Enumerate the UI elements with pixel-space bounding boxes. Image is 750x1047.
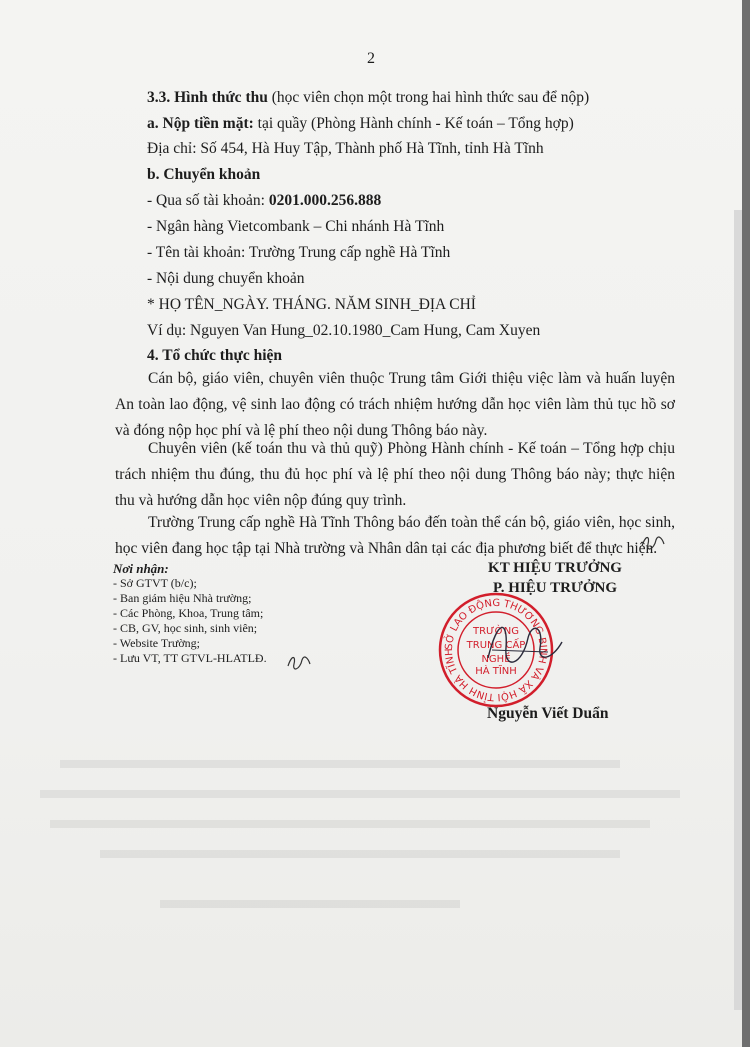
transfer-heading: b. Chuyển khoản [147, 166, 261, 183]
paragraph-2-text: Chuyên viên (kế toán thu và thủ quỹ) Phòng Hành chính - Kế toán – Tổng hợp chịu trách nhiệm thu đúng, thu đủ học phí và lệ phí theo nội dung Thông báo này; thực hiện thu và hướng dẫn học viên nộp đúng quy trình. [115, 440, 675, 509]
scrollbar[interactable] [734, 210, 742, 1010]
section-4-paragraph-2 [115, 436, 675, 514]
recipients-title: Nơi nhận: [113, 561, 169, 576]
seal-line-4: HÀ TĨNH [475, 666, 517, 677]
seal-line-3: NGHỀ [481, 654, 511, 665]
cash-line [147, 115, 574, 133]
recipient-item: - Các Phòng, Khoa, Trung tâm; [113, 606, 264, 620]
transfer-account [147, 192, 381, 210]
transfer-account-name: - Tên tài khoản: Trường Trung cấp nghề Hà Tĩnh [147, 244, 451, 261]
handwritten-signature [478, 608, 568, 678]
recipient-item: - Website Trường; [113, 636, 201, 650]
cash-address: Địa chỉ: Số 454, Hà Huy Tập, Thành phố Hà Tĩnh, tỉnh Hà Tĩnh [147, 140, 544, 157]
recipient-item: - Lưu VT, TT GTVL-HLATLĐ. [113, 651, 267, 665]
section-3-3-note: (học viên chọn một trong hai hình thức sau để nộp) [267, 89, 590, 106]
cash-text: tại quầy (Phòng Hành chính - Kế toán – Tổng hợp) [253, 115, 574, 132]
transfer-bank: - Ngân hàng Vietcombank – Chi nhánh Hà Tĩnh [147, 218, 445, 235]
section-4-paragraph-1 [115, 366, 675, 444]
signer-name: Nguyễn Viết Duẩn [487, 705, 609, 722]
bleed-through [40, 730, 700, 930]
transfer-content-format: * HỌ TÊN_NGÀY. THÁNG. NĂM SINH_ĐỊA CHỈ [147, 296, 476, 313]
recipient-item: - Sở GTVT (b/c); [113, 576, 197, 590]
page-number: 2 [367, 50, 375, 67]
signer-role-1: KT HIỆU TRƯỞNG [488, 560, 622, 576]
initial-mark-right [640, 532, 666, 554]
section-3-3-heading: 3.3. Hình thức thu [147, 89, 268, 106]
section-4-heading: 4. Tổ chức thực hiện [147, 347, 283, 364]
seal-line-2: TRUNG CẤP [466, 640, 526, 651]
recipient-item: - Ban giám hiệu Nhà trường; [113, 591, 252, 605]
initial-mark-left [286, 652, 312, 674]
seal-ring-text: SỞ LAO ĐỘNG THƯƠNG BINH VÀ XÃ HỘI TỈNH HÀ TĨNH [443, 597, 549, 703]
cash-heading: a. Nộp tiền mặt: [147, 115, 254, 132]
transfer-example: Ví dụ: Nguyen Van Hung_02.10.1980_Cam Hung, Cam Xuyen [147, 322, 541, 339]
account-label: - Qua số tài khoản: [147, 192, 269, 209]
signer-role-2: P. HIỆU TRƯỞNG [492, 580, 618, 596]
seal-line-1: TRƯỜNG [473, 626, 519, 637]
paragraph-3-text: Trường Trung cấp nghề Hà Tĩnh Thông báo đến toàn thể cán bộ, giáo viên, học sinh, học viên đang học tập tại Nhà trường và Nhân dân tại các địa phương biết để thực hiện. [115, 514, 675, 557]
section-4-paragraph-3 [115, 510, 675, 562]
section-3-3 [147, 89, 589, 107]
account-number: 0201.000.256.888 [268, 192, 382, 209]
paragraph-1-text: Cán bộ, giáo viên, chuyên viên thuộc Trung tâm Giới thiệu việc làm và huấn luyện An toàn lao động, vệ sinh lao động có trách nhiệm hướng dẫn học viên làm thủ tục hồ sơ và đóng nộp học phí và lệ phí theo nội dung Thông báo này. [115, 370, 675, 439]
transfer-content-label: - Nội dung chuyển khoản [147, 270, 305, 287]
recipient-item: - CB, GV, học sinh, sinh viên; [113, 621, 258, 635]
recipients-block [113, 561, 267, 666]
